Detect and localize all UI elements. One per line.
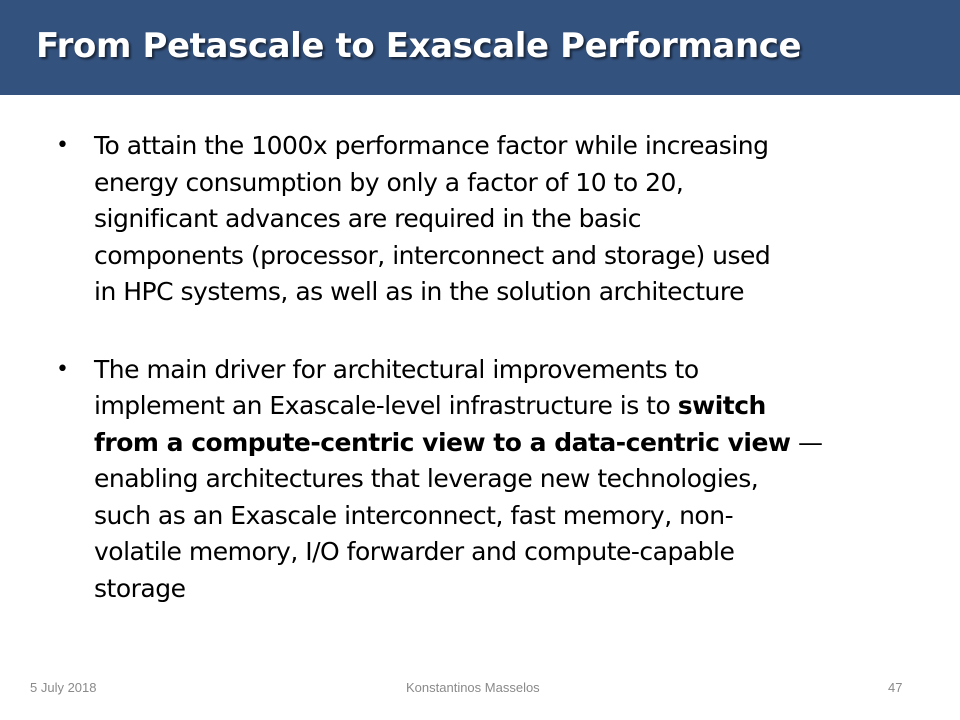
bullet-1-line: To attain the 1000x performance factor while increasing xyxy=(94,131,769,160)
bullet-2-line: The main driver for architectural improvements to xyxy=(94,354,699,384)
footer-date: 5 July 2018 xyxy=(30,680,97,695)
bullet-dot-icon: • xyxy=(56,133,69,158)
bullet-2-line xyxy=(94,388,906,425)
bullet-2-emphasis: switch xyxy=(677,391,766,420)
bullet-2-text: implement an Exascale-level infrastructure is to xyxy=(94,391,678,420)
slide-content xyxy=(56,128,906,607)
bullet-2-text: — xyxy=(790,427,823,457)
bullet-2-emphasis: from a compute-centric view to a data-centric view xyxy=(94,427,791,457)
bullet-1-line: components (processor, interconnect and storage) used xyxy=(94,240,771,270)
slide-title: From Petascale to Exascale Performance xyxy=(36,26,802,66)
bullet-dot-icon: • xyxy=(56,356,69,382)
bullet-2-line: volatile memory, I/O forwarder and compute-capable xyxy=(94,537,735,566)
footer-page-number: 47 xyxy=(888,680,903,695)
title-bar xyxy=(0,0,960,95)
bullet-item-1 xyxy=(56,128,906,311)
bullet-1-line: energy consumption by only a factor of 10 to 20, xyxy=(94,167,684,197)
bullet-2-line xyxy=(94,425,906,462)
footer-author: Konstantinos Masselos xyxy=(406,680,540,695)
bullet-item-2 xyxy=(56,352,906,608)
bullet-1-line: significant advances are required in the basic xyxy=(94,204,641,233)
bullet-2-line: such as an Exascale interconnect, fast memory, non- xyxy=(94,500,734,530)
bullet-2-line: enabling architectures that leverage new technologies, xyxy=(94,464,759,493)
bullet-1-line: in HPC systems, as well as in the solution architecture xyxy=(94,277,744,306)
bullet-2-line: storage xyxy=(94,573,186,603)
